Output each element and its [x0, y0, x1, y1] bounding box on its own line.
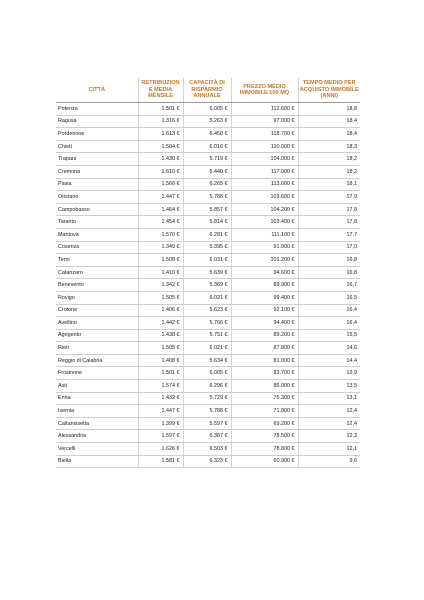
cell-purchase-time: 18,4 — [298, 115, 360, 128]
cell-city: Avellino — [56, 317, 138, 330]
cell-average-salary: 1.570 € — [138, 228, 183, 241]
cell-city: Oristano — [56, 191, 138, 204]
cell-average-salary: 1.406 € — [138, 304, 183, 317]
cell-city: Trapani — [56, 153, 138, 166]
cell-property-price: 71.800 € — [231, 405, 298, 418]
header-city: CITTÀ — [56, 78, 138, 103]
cell-city: Terni — [56, 254, 138, 267]
cell-average-salary: 1.505 € — [138, 342, 183, 355]
cell-city: Cremona — [56, 165, 138, 178]
table-body — [56, 103, 360, 468]
cell-average-salary: 1.508 € — [138, 254, 183, 267]
cell-average-salary: 1.430 € — [138, 153, 183, 166]
table-row — [56, 317, 360, 330]
cell-city: Crotone — [56, 304, 138, 317]
cell-purchase-time: 14,4 — [298, 354, 360, 367]
cell-purchase-time: 16,8 — [298, 266, 360, 279]
cell-annual-savings: 5.766 € — [183, 317, 231, 330]
cell-property-price: 81.000 € — [231, 354, 298, 367]
table-row — [56, 228, 360, 241]
cell-property-price: 78.500 € — [231, 430, 298, 443]
table-row — [56, 216, 360, 229]
cell-city: Vercelli — [56, 443, 138, 456]
cell-purchase-time: 14,6 — [298, 342, 360, 355]
cell-annual-savings: 5.369 € — [183, 279, 231, 292]
cell-purchase-time: 18,1 — [298, 178, 360, 191]
cell-city: Agrigento — [56, 329, 138, 342]
cell-property-price: 78.800 € — [231, 443, 298, 456]
cell-annual-savings: 5.788 € — [183, 191, 231, 204]
cell-city: Ragusa — [56, 115, 138, 128]
cell-property-price: 113.600 € — [231, 178, 298, 191]
table-row — [56, 254, 360, 267]
cell-property-price: 87.800 € — [231, 342, 298, 355]
cell-purchase-time: 12,4 — [298, 417, 360, 430]
cell-annual-savings: 5.623 € — [183, 304, 231, 317]
cell-average-salary: 1.447 € — [138, 405, 183, 418]
table-row — [56, 165, 360, 178]
cell-annual-savings: 5.729 € — [183, 392, 231, 405]
cell-property-price: 110.000 € — [231, 140, 298, 153]
table-row — [56, 342, 360, 355]
header-average-salary: RETRIBUZION E MEDIA MENSILE — [138, 78, 183, 103]
cell-city: Asti — [56, 380, 138, 393]
cell-annual-savings: 6.323 € — [183, 455, 231, 468]
table-row — [56, 103, 360, 116]
cell-annual-savings: 6.450 € — [183, 128, 231, 141]
cell-city: Caltanissetta — [56, 417, 138, 430]
cell-property-price: 99.400 € — [231, 291, 298, 304]
table-row — [56, 191, 360, 204]
cell-average-salary: 1.581 € — [138, 455, 183, 468]
cell-average-salary: 1.610 € — [138, 165, 183, 178]
cell-property-price: 104.000 € — [231, 153, 298, 166]
table-row — [56, 128, 360, 141]
cell-purchase-time: 12,3 — [298, 430, 360, 443]
cell-property-price: 94.400 € — [231, 317, 298, 330]
header-average-purchase-time: TEMPO MEDIO PER ACQUISTO IMMOBILE (ANNI) — [298, 78, 360, 103]
cell-annual-savings: 6.265 € — [183, 178, 231, 191]
cell-average-salary: 1.316 € — [138, 115, 183, 128]
table-row — [56, 354, 360, 367]
cell-purchase-time: 18,2 — [298, 153, 360, 166]
cell-city: Enna — [56, 392, 138, 405]
cell-purchase-time: 13,9 — [298, 367, 360, 380]
cell-annual-savings: 5.719 € — [183, 153, 231, 166]
cell-purchase-time: 15,5 — [298, 329, 360, 342]
cell-city: Potenza — [56, 103, 138, 116]
cell-property-price: 69.200 € — [231, 417, 298, 430]
cell-purchase-time: 12,1 — [298, 443, 360, 456]
cell-average-salary: 1.504 € — [138, 140, 183, 153]
cell-annual-savings: 6.440 € — [183, 165, 231, 178]
cell-annual-savings: 5.263 € — [183, 115, 231, 128]
cell-average-salary: 1.501 € — [138, 367, 183, 380]
cell-purchase-time: 18,3 — [298, 140, 360, 153]
cell-purchase-time: 17,9 — [298, 191, 360, 204]
cell-average-salary: 1.438 € — [138, 329, 183, 342]
table-header-row — [56, 78, 360, 103]
cell-city: Taranto — [56, 216, 138, 229]
cell-purchase-time: 18,2 — [298, 165, 360, 178]
cell-average-salary: 1.597 € — [138, 430, 183, 443]
cell-average-salary: 1.626 € — [138, 443, 183, 456]
cell-property-price: 97.000 € — [231, 115, 298, 128]
cell-average-salary: 1.454 € — [138, 216, 183, 229]
cell-city: Rovigo — [56, 291, 138, 304]
cell-purchase-time: 17,8 — [298, 203, 360, 216]
cell-city: Campobasso — [56, 203, 138, 216]
cell-average-salary: 1.342 € — [138, 279, 183, 292]
cell-purchase-time: 16,5 — [298, 291, 360, 304]
cell-purchase-time: 18,4 — [298, 128, 360, 141]
cell-average-salary: 1.464 € — [138, 203, 183, 216]
cell-annual-savings: 6.005 € — [183, 103, 231, 116]
cell-average-salary: 1.501 € — [138, 103, 183, 116]
cell-average-salary: 1.442 € — [138, 317, 183, 330]
table-row — [56, 392, 360, 405]
cell-average-salary: 1.432 € — [138, 392, 183, 405]
cell-purchase-time: 17,7 — [298, 228, 360, 241]
table-row — [56, 443, 360, 456]
cell-property-price: 111.100 € — [231, 228, 298, 241]
cell-annual-savings: 5.597 € — [183, 417, 231, 430]
cell-purchase-time: 16,8 — [298, 254, 360, 267]
table-row — [56, 455, 360, 468]
cell-property-price: 85.000 € — [231, 380, 298, 393]
table-row — [56, 430, 360, 443]
cell-property-price: 101.200 € — [231, 254, 298, 267]
cell-average-salary: 1.410 € — [138, 266, 183, 279]
cell-purchase-time: 17,0 — [298, 241, 360, 254]
cell-city: Frosinone — [56, 367, 138, 380]
cell-property-price: 83.700 € — [231, 367, 298, 380]
cell-average-salary: 1.399 € — [138, 417, 183, 430]
cell-property-price: 89.900 € — [231, 279, 298, 292]
cell-city: Pavia — [56, 178, 138, 191]
cell-city: Biella — [56, 455, 138, 468]
table-row — [56, 279, 360, 292]
cell-annual-savings: 6.387 € — [183, 430, 231, 443]
cell-purchase-time: 13,5 — [298, 380, 360, 393]
cell-purchase-time: 18,8 — [298, 103, 360, 116]
cell-annual-savings: 5.788 € — [183, 405, 231, 418]
cell-city: Reggio di Calabria — [56, 354, 138, 367]
header-annual-savings: CAPACITÀ DI RISPARMIO ANNUALE — [183, 78, 231, 103]
cell-property-price: 92.100 € — [231, 304, 298, 317]
cell-annual-savings: 6.503 € — [183, 443, 231, 456]
cell-purchase-time: 9,6 — [298, 455, 360, 468]
cell-annual-savings: 6.005 € — [183, 367, 231, 380]
cell-city: Catanzaro — [56, 266, 138, 279]
cell-city: Rieti — [56, 342, 138, 355]
table-row — [56, 153, 360, 166]
cell-average-salary: 1.349 € — [138, 241, 183, 254]
table-row — [56, 304, 360, 317]
cell-property-price: 103.400 € — [231, 216, 298, 229]
cell-property-price: 75.300 € — [231, 392, 298, 405]
cell-annual-savings: 6.281 € — [183, 228, 231, 241]
cell-annual-savings: 5.751 € — [183, 329, 231, 342]
cell-city: Cosenza — [56, 241, 138, 254]
table-row — [56, 140, 360, 153]
table-row — [56, 178, 360, 191]
cell-annual-savings: 6.296 € — [183, 380, 231, 393]
cell-purchase-time: 17,8 — [298, 216, 360, 229]
cell-annual-savings: 6.031 € — [183, 254, 231, 267]
cell-annual-savings: 5.814 € — [183, 216, 231, 229]
cell-average-salary: 1.613 € — [138, 128, 183, 141]
cell-purchase-time: 12,4 — [298, 405, 360, 418]
cell-annual-savings: 6.021 € — [183, 291, 231, 304]
cell-city: Mantova — [56, 228, 138, 241]
header-average-property-price: PREZZO MEDIO IMMOBILE 100 MQ — [231, 78, 298, 103]
data-table — [56, 78, 360, 468]
cell-annual-savings: 5.634 € — [183, 354, 231, 367]
table-row — [56, 405, 360, 418]
cell-property-price: 91.900 € — [231, 241, 298, 254]
cell-property-price: 89.200 € — [231, 329, 298, 342]
table-row — [56, 115, 360, 128]
cell-property-price: 103.600 € — [231, 191, 298, 204]
cell-property-price: 60.900 € — [231, 455, 298, 468]
cell-annual-savings: 5.395 € — [183, 241, 231, 254]
table-row — [56, 266, 360, 279]
cell-purchase-time: 16,7 — [298, 279, 360, 292]
cell-annual-savings: 6.021 € — [183, 342, 231, 355]
cell-city: Isernia — [56, 405, 138, 418]
cell-average-salary: 1.574 € — [138, 380, 183, 393]
table-row — [56, 417, 360, 430]
cell-city: Benevento — [56, 279, 138, 292]
cell-purchase-time: 16,4 — [298, 304, 360, 317]
cell-property-price: 117.000 € — [231, 165, 298, 178]
cell-property-price: 104.200 € — [231, 203, 298, 216]
cell-property-price: 94.600 € — [231, 266, 298, 279]
cell-purchase-time: 13,1 — [298, 392, 360, 405]
cell-city: Pordenone — [56, 128, 138, 141]
cell-average-salary: 1.447 € — [138, 191, 183, 204]
cell-annual-savings: 6.016 € — [183, 140, 231, 153]
cell-annual-savings: 5.857 € — [183, 203, 231, 216]
table-row — [56, 291, 360, 304]
table-row — [56, 329, 360, 342]
cell-property-price: 112.600 € — [231, 103, 298, 116]
cell-average-salary: 1.566 € — [138, 178, 183, 191]
table-row — [56, 367, 360, 380]
table-row — [56, 380, 360, 393]
cell-city: Alessandria — [56, 430, 138, 443]
cell-city: Chieti — [56, 140, 138, 153]
table-row — [56, 203, 360, 216]
cell-annual-savings: 5.639 € — [183, 266, 231, 279]
table-row — [56, 241, 360, 254]
cell-property-price: 118.700 € — [231, 128, 298, 141]
cell-average-salary: 1.408 € — [138, 354, 183, 367]
cell-average-salary: 1.505 € — [138, 291, 183, 304]
cell-purchase-time: 16,4 — [298, 317, 360, 330]
